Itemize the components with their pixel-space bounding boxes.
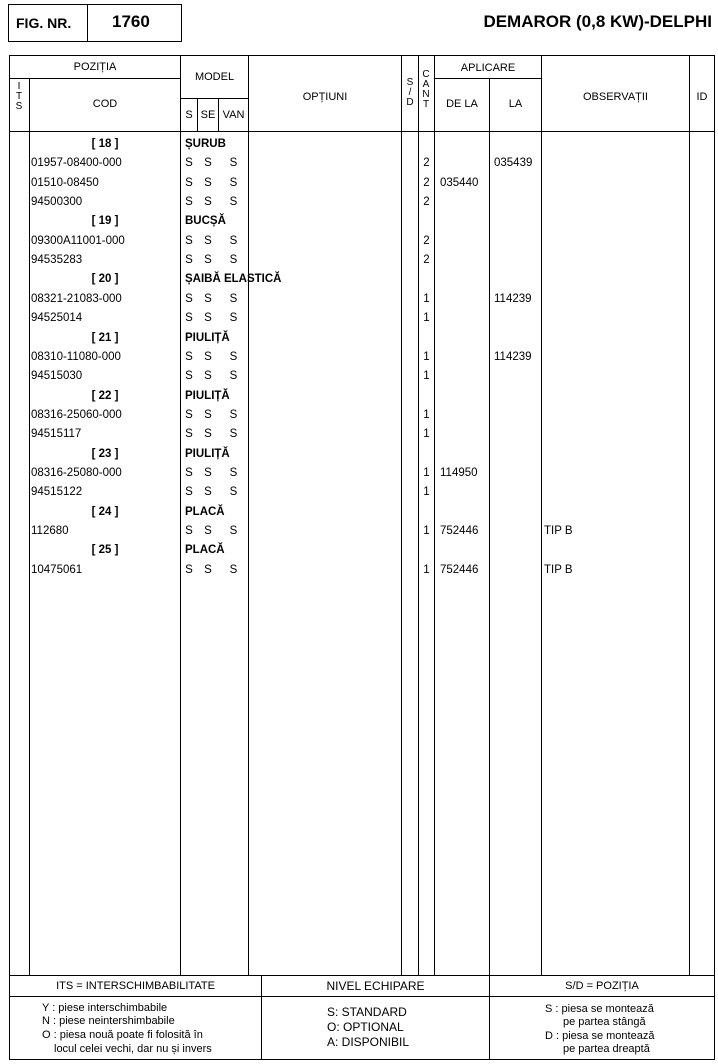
part-cant-cell: 1 <box>423 350 430 363</box>
part-cant-cell: 1 <box>423 312 430 325</box>
part-cod-cell: 94515030 <box>31 370 83 383</box>
its-legend-line-3: O : piesa nouă poate fi folosită în <box>42 1029 203 1041</box>
part-se-cell: S <box>204 234 212 247</box>
col-line-model <box>248 56 249 975</box>
part-van-cell: S <box>229 157 238 170</box>
id-header: ID <box>696 91 708 103</box>
part-cod-cell: 08316-25080-000 <box>31 466 122 479</box>
part-s-cell: S <box>185 196 193 209</box>
part-cant-cell: 1 <box>423 563 430 576</box>
its-legend-line-4: locul celei vechi, dar nu și invers <box>54 1043 212 1055</box>
col-line-dela <box>489 78 490 975</box>
part-de-la-cell: 035440 <box>440 176 479 189</box>
part-van-cell: S <box>229 292 238 305</box>
aplicare-rule <box>435 78 541 79</box>
part-cod-cell: 08316-25060-000 <box>31 408 122 421</box>
fig-divider <box>87 5 88 41</box>
model-se-header: SE <box>200 109 216 121</box>
model-rule <box>181 98 248 99</box>
part-van-cell: S <box>229 370 238 383</box>
group-name-cell: PLACĂ <box>185 544 225 557</box>
col-line-optiuni <box>401 56 402 975</box>
sd-legend-line-3: D : piesa se montează <box>545 1030 655 1042</box>
col-line-its <box>29 78 30 975</box>
part-se-cell: S <box>204 176 212 189</box>
col-line-cant <box>434 56 435 975</box>
group-pos-cell: [ 24 ] <box>91 505 119 518</box>
nivel-legend-line-3: A: DISPONIBIL <box>327 1035 410 1049</box>
optiuni-header: OPȚIUNI <box>302 91 348 103</box>
table-header-rule <box>10 131 714 132</box>
part-se-cell: S <box>204 563 212 576</box>
part-se-cell: S <box>204 466 212 479</box>
part-cod-cell: 08321-21083-000 <box>31 292 122 305</box>
part-van-cell: S <box>229 486 238 499</box>
part-obs-cell: TIP B <box>544 563 573 576</box>
part-s-cell: S <box>185 408 193 421</box>
part-cant-cell: 2 <box>423 157 430 170</box>
part-van-cell: S <box>229 196 238 209</box>
part-cod-cell: 94515122 <box>31 486 83 499</box>
group-pos-cell: [ 22 ] <box>91 389 119 402</box>
model-van-header: VAN <box>222 109 245 121</box>
dela-header: DE LA <box>446 98 478 110</box>
page-title: DEMAROR (0,8 KW)-DELPHI <box>483 12 712 31</box>
part-s-cell: S <box>185 254 193 267</box>
col-line-cod <box>180 56 181 975</box>
part-cod-cell: 10475061 <box>31 563 83 576</box>
part-la-cell: 114239 <box>494 292 532 305</box>
part-van-cell: S <box>229 350 238 363</box>
part-van-cell: S <box>229 234 238 247</box>
part-s-cell: S <box>185 176 193 189</box>
part-de-la-cell: 752446 <box>440 563 479 576</box>
part-cant-cell: 1 <box>423 525 430 537</box>
col-line-sd <box>418 56 419 975</box>
part-van-cell: S <box>229 428 238 441</box>
part-cant-cell: 1 <box>423 466 430 479</box>
group-pos-cell: [ 23 ] <box>91 447 119 460</box>
col-line-la <box>541 56 542 975</box>
group-name-cell: PIULIȚĂ <box>185 331 230 344</box>
part-van-cell: S <box>229 408 238 421</box>
part-s-cell: S <box>185 563 193 576</box>
footer-title-rule <box>10 996 714 997</box>
parts-table <box>9 55 715 1060</box>
part-cod-cell: 94525014 <box>31 312 83 325</box>
part-se-cell: S <box>204 157 212 170</box>
part-cod-cell: 01510-08450 <box>31 176 99 189</box>
part-van-cell: S <box>229 254 238 267</box>
pozitia-rule <box>10 78 180 79</box>
its-legend-line-1: Y : piese interschimbabile <box>42 1002 168 1014</box>
cant-header: C A N T <box>422 69 430 110</box>
part-se-cell: S <box>204 408 212 421</box>
part-van-cell: S <box>229 176 238 189</box>
part-se-cell: S <box>204 254 212 267</box>
part-van-cell: S <box>229 466 238 479</box>
group-name-cell: PLACĂ <box>185 505 225 518</box>
its-header: I T S <box>15 81 23 112</box>
group-pos-cell: [ 21 ] <box>91 331 119 344</box>
part-van-cell: S <box>229 525 238 537</box>
part-la-cell: 114239 <box>494 350 532 363</box>
part-van-cell: S <box>229 563 238 576</box>
part-s-cell: S <box>185 234 193 247</box>
part-cant-cell: 2 <box>423 234 430 247</box>
part-de-la-cell: 114950 <box>440 466 478 479</box>
part-cod-cell: 09300A11001-000 <box>31 234 125 247</box>
group-name-cell: ȘURUB <box>185 138 226 150</box>
part-se-cell: S <box>204 350 212 363</box>
part-se-cell: S <box>204 428 212 441</box>
group-name-cell: PIULIȚĂ <box>185 389 230 402</box>
part-se-cell: S <box>204 525 212 537</box>
sd-legend-title: S/D = POZIȚIA <box>565 980 639 992</box>
part-van-cell: S <box>229 312 238 325</box>
group-pos-cell: [ 25 ] <box>91 544 119 557</box>
fig-label: FIG. NR. <box>16 15 72 31</box>
part-se-cell: S <box>204 196 212 209</box>
group-name-cell: PIULIȚĂ <box>185 447 230 460</box>
part-se-cell: S <box>204 312 212 325</box>
part-la-cell: 035439 <box>494 157 533 170</box>
part-s-cell: S <box>185 370 193 383</box>
part-cant-cell: 2 <box>423 254 430 267</box>
part-cant-cell: 1 <box>423 486 430 499</box>
pozitia-header: POZIȚIA <box>73 61 117 73</box>
nivel-legend-line-1: S: STANDARD <box>327 1005 407 1019</box>
its-legend-title: ITS = INTERSCHIMBABILITATE <box>56 980 215 992</box>
col-line-obs <box>689 56 690 975</box>
part-obs-cell: TIP B <box>544 525 573 537</box>
part-cant-cell: 1 <box>423 370 430 383</box>
part-cant-cell: 1 <box>423 408 430 421</box>
sd-legend-line-1: S : piesa se montează <box>545 1003 654 1015</box>
part-se-cell: S <box>204 486 212 499</box>
aplicare-header: APLICARE <box>460 62 516 74</box>
group-pos-cell: [ 19 ] <box>91 215 119 228</box>
part-cod-cell: 94535283 <box>31 254 83 267</box>
part-de-la-cell: 752446 <box>440 525 479 537</box>
part-cant-cell: 2 <box>423 196 430 209</box>
part-cant-cell: 1 <box>423 428 430 441</box>
part-s-cell: S <box>185 312 193 325</box>
sd-header: S / D <box>406 77 414 108</box>
cod-header: COD <box>92 98 118 110</box>
sd-legend-line-2: pe partea stângă <box>563 1016 646 1028</box>
group-pos-cell: [ 20 ] <box>91 273 119 286</box>
part-se-cell: S <box>204 370 212 383</box>
part-cod-cell: 112680 <box>31 525 69 537</box>
nivel-legend-title: NIVEL ECHIPARE <box>326 979 425 993</box>
part-cant-cell: 2 <box>423 176 430 189</box>
part-cod-cell: 08310-11080-000 <box>31 350 121 363</box>
part-cant-cell: 1 <box>423 292 430 305</box>
nivel-legend-line-2: O: OPTIONAL <box>327 1020 404 1034</box>
part-s-cell: S <box>185 350 193 363</box>
group-name-cell: ȘAIBĂ ELASTICĂ <box>185 273 282 286</box>
part-cod-cell: 94515117 <box>31 428 82 441</box>
part-s-cell: S <box>185 157 193 170</box>
fig-number: 1760 <box>112 12 150 31</box>
model-s-header: S <box>185 109 193 121</box>
observatii-header: OBSERVAȚII <box>582 91 648 103</box>
part-se-cell: S <box>204 292 212 305</box>
la-header: LA <box>508 98 523 110</box>
part-s-cell: S <box>185 292 193 305</box>
part-cod-cell: 01957-08400-000 <box>31 157 122 170</box>
sd-legend-line-4: pe partea dreaptă <box>563 1043 650 1055</box>
group-pos-cell: [ 18 ] <box>91 138 119 150</box>
part-cod-cell: 94500300 <box>31 196 83 209</box>
part-s-cell: S <box>185 466 193 479</box>
model-header: MODEL <box>194 71 235 83</box>
part-s-cell: S <box>185 525 193 537</box>
group-name-cell: BUCȘĂ <box>185 215 226 228</box>
its-legend-line-2: N : piese neintershimbabile <box>42 1015 175 1027</box>
part-s-cell: S <box>185 486 193 499</box>
footer-top-rule <box>10 975 714 976</box>
part-s-cell: S <box>185 428 193 441</box>
